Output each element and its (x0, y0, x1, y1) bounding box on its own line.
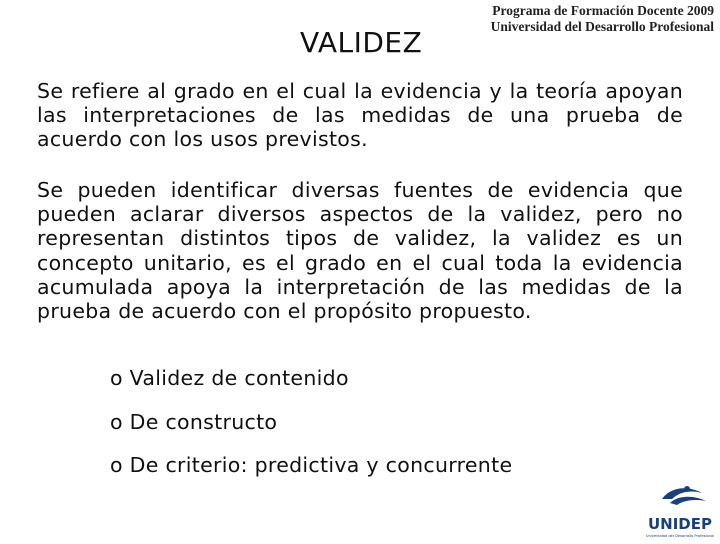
logo-name: UNIDEP (647, 515, 713, 533)
bullet-item: o De criterio: predictiva y concurrente (110, 453, 513, 477)
unidep-logo (640, 483, 720, 540)
bullet-item: o De constructo (110, 410, 278, 434)
header-line-university: Universidad del Desarrollo Profesional (490, 19, 714, 34)
definition-paragraph: Se refiere al grado en el cual la evidencia y la teoría apoyan las interpretaciones de las medidas de una prueba de acuerdo con los usos previstos. (37, 79, 683, 152)
unidep-logo-graphic (640, 483, 720, 540)
header-program-info (491, 3, 714, 35)
explanation-paragraph: Se pueden identificar diversas fuentes de evidencia que pueden aclarar diversos aspectos de la validez, pero no representan distintos tipos de validez, la validez es un concepto unitario, es el grado en el cual toda la evidencia acumulada apoya la interpretación de las medidas de la prueba de acuerdo con el propósito propuesto. (37, 178, 683, 324)
slide-title: VALIDEZ (300, 26, 423, 59)
header-line-program: Programa de Formación Docente 2009 (492, 3, 714, 18)
logo-subtitle: Universidad del Desarrollo Profesional (645, 534, 715, 538)
bullet-item: o Validez de contenido (110, 366, 349, 390)
